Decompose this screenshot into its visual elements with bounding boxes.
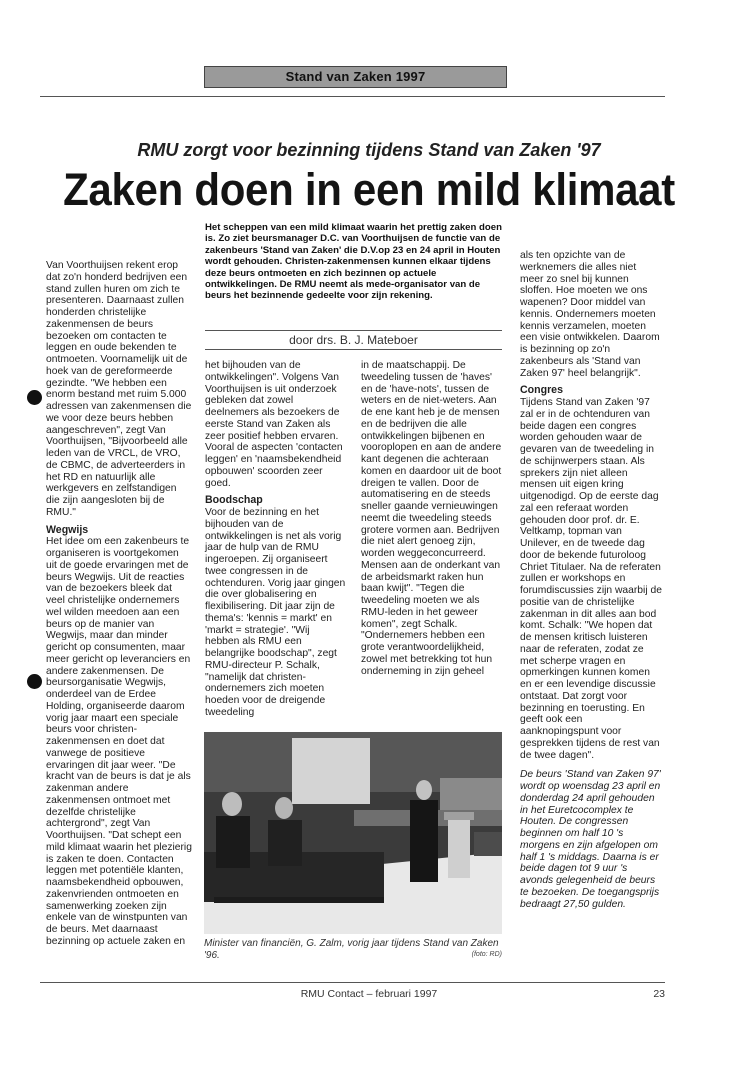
punch-hole-bottom: [27, 674, 42, 689]
col1-paragraph-1: Van Voorthuijsen rekent erop dat zo'n honderd bedrijven een stand zullen huren om zich te presenteren. Daarnaast zullen honderden christelijke zakenmensen de beurs bezoeken om contacten te leggen en oude bekenden te ontmoeten. Voornamelijk uit de hoek van de gereformeerde gezindte. "We hebben een enorm bestand met ruim 5.000 adressen van zakenmensen die we voor deze beurs hebben aangeschreven", zegt Van Voorthuijsen, "Bijvoorbeeld alle leden van de VRCL, de VRO, de CBMC, de adverteerders in het RD en natuurlijk alle werkgevers en zelfstandigen die zijn aangesloten bij de RMU.": [46, 260, 192, 518]
col4-paragraph-1: als ten opzichte van de werknemers die alles niet meer zo snel bij kunnen sloffen. Hoe moeten we ons wapenen? Door middel van kennis. Ondernemers moeten kennis verzamelen, moeten een visie ontwikkelen. Daarom is bezinning op zo'n zakenbeurs als 'Stand van Zaken 97' heel belangrijk".: [520, 250, 660, 379]
byline: door drs. B. J. Mateboer: [289, 333, 418, 347]
conference-photo: [204, 732, 502, 934]
punch-hole-top: [27, 390, 42, 405]
footer-rule: [40, 982, 665, 983]
subheading-wegwijs: Wegwijs: [46, 523, 89, 536]
column-1: [46, 260, 192, 948]
top-rule: [40, 96, 665, 97]
col3-paragraph-1: in de maatschappij. De tweedeling tussen de 'haves' en de 'have-nots', tussen de weters en de niet-weters. Aan de ene kant heb je de mensen en de bedrijven die alle ontwikkelingen bijbenen en vooroplopen en aan de andere kant degenen die achteraan komen en daardoor uit de boot dreigen te vallen. Door de automatisering en de steeds sneller gaande vernieuwingen neemt die tweedeling steeds grotere vormen aan. Bedrijven die niet alert genoeg zijn, worden weggeconcurreerd. Mensen aan de onderkant van de arbeidsmarkt raken hun baan kwijt". "Tegen die tweedeling moeten we als RMU-leden in het geweer komen", zegt Schalk. "Ondernemers hebben een grote verantwoordelijkheid, zowel met betrekking tot hun onderneming in zijn geheel: [361, 360, 502, 677]
column-4: [520, 250, 662, 910]
col1-paragraph-2: Het idee om een zakenbeurs te organiseren is voortgekomen uit de goede ervaringen met de beurs Wegwijs. Uit de reacties van de bezoekers bleek dat veel christelijke ondernemers wel wilden meedoen aan een beurs op de manier van Wegwijs, maar dan minder gericht op consumenten, maar meer gericht op leveranciers en andere zakenmensen. De beursorganisatie Wegwijs, onderdeel van de Erdee Holding, organiseerde daarom vorig jaar maart een speciale beurs voor christen-zakenmensen en doet dat vanwege de positieve ervaringen dit jaar weer. "De kracht van de beurs is dat je als zakenman andere zakenmensen ontmoet met dezelfde christelijke achtergrond", zegt Van Voorthuijsen. "Dat schept een mild klimaat waarin het plezierig is zaken te doen. Contacten leggen met potentiële klanten, naamsbekendheid opbouwen, zakenvrienden ontmoeten en samenwerking zoeken zijn enkele van de winstpunten van de beurs. Met daarnaast bezinning op actuele zaken en: [46, 536, 192, 947]
subheading-boodschap: Boodschap: [205, 494, 263, 507]
section-banner: Stand van Zaken 1997: [204, 66, 507, 88]
event-details: De beurs 'Stand van Zaken 97' wordt op woensdag 23 april en donderdag 24 april gehouden in het Euretcocomplex te Houten. De congressen beginnen om half 10 's morgens en zijn afgelopen om half 1 's middags. Daarna is er beide dagen tot 9 uur 's avonds gelegenheid de beurs te bezoeken. De toegangsprijs bedraagt 27,50 gulden.: [520, 769, 661, 910]
col2-paragraph-2: Voor de bezinning en het bijhouden van de ontwikkelingen is net als vorig jaar de hulp van de RMU ingeroepen. Zij organiseert twee congressen in de ochtenduren. Vorig jaar gingen die over globalisering en flexibilisering. Dit jaar zijn de thema's: 'kennis = markt' en 'markt = strategie'. "Wij hebben als RMU een belangrijke boodschap", zegt RMU-directeur P. Schalk, "namelijk dat christen-ondernemers zich moeten hoeden voor de dreigende tweedeling: [205, 507, 346, 718]
photo-caption: Minister van financiën, G. Zalm, vorig jaar tijdens Stand van Zaken '96.: [204, 938, 499, 961]
subheading-congres: Congres: [520, 384, 563, 397]
kicker: RMU zorgt voor bezinning tijdens Stand van Zaken '97: [137, 140, 601, 160]
intro-paragraph: Het scheppen van een mild klimaat waarin het prettig zaken doen is. Zo ziet beursmanager D.C. van Voorthuijsen de functie van de zakenbeurs 'Stand van Zaken' die D.V.op 23 en 24 april in Houten wordt gehouden. Christen-zakenmensen kunnen elkaar tijdens deze beurs ontmoeten en zich bezinnen op actuele ontwikkelingen. De RMU neemt als mede-organisator van de beurs het bezinnende gedeelte voor zijn rekening.: [205, 222, 502, 302]
column-2: [205, 360, 346, 719]
headline: Zaken doen in een mild klimaat: [63, 164, 675, 215]
byline-rule-bottom: [205, 349, 502, 350]
col2-paragraph-1: het bijhouden van de ontwikkelingen". Volgens Van Voorthuijsen is uit onderzoek gebleken dat zowel deelnemers als bezoekers de eerste Stand van Zaken als zeer positief hebben ervaren. Vooral de aspecten 'contacten leggen' en 'naamsbekendheid opbouwen' scoorden zeer goed.: [205, 360, 343, 489]
byline-rule-top: [205, 330, 502, 331]
col4-paragraph-2: Tijdens Stand van Zaken '97 zal er in de ochtenduren van beide dagen een congres worden gehouden waar de gevaren van de tweedeling in de schijnwerpers staan. Als sprekers zijn niet alleen mensen uit eigen kring uitgenodigd. Op de eerste dag zal een referaat worden gehouden door prof. dr. E. Veltkamp, topman van Unilever, en de tweede dag door de bekende futuroloog Chriet Titulaer. Na de referaten zullen er workshops en forumdiscussies zijn waarbij de positie van de christelijke zakenman in dit alles aan bod komt. Schalk: "We hopen dat de mensen kritisch luisteren naar de referaten, zodat ze met scherpe vragen en opmerkingen kunnen komen en er een levendige discussie ontstaat. Dat zorgt voor bezinning en toerusting. En geeft ook een aanknopingspunt voor gesprekken tijdens de rest van de twee dagen".: [520, 397, 662, 761]
column-3: [361, 360, 502, 677]
page-number: 23: [653, 988, 665, 1000]
footer-publication: RMU Contact – februari 1997: [300, 988, 438, 1000]
photo-credit: (foto: RD): [471, 951, 502, 958]
